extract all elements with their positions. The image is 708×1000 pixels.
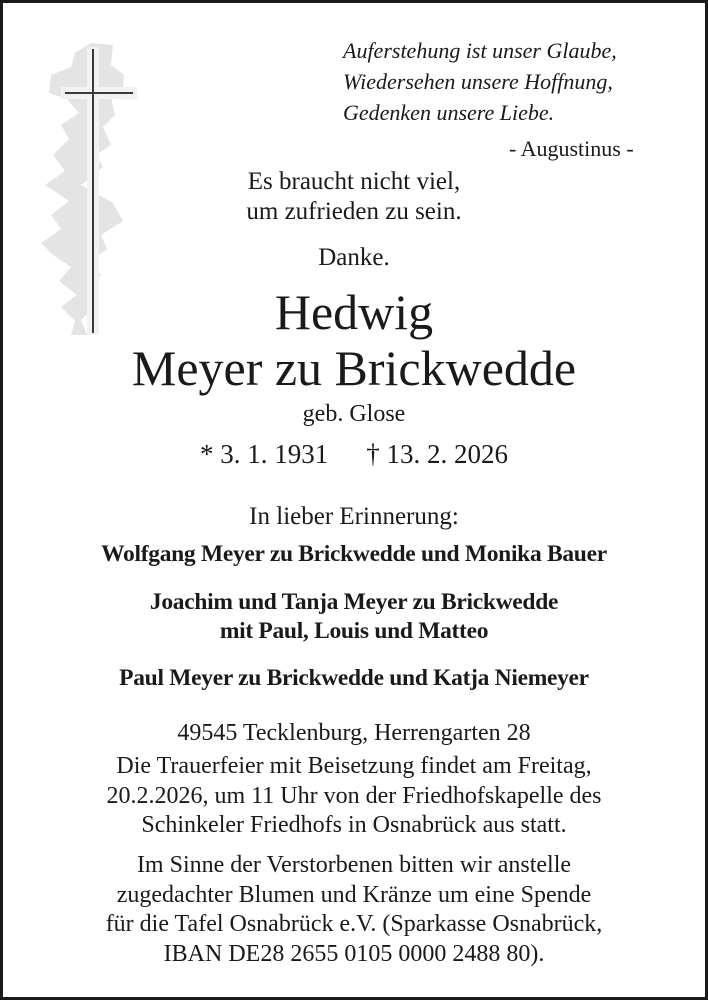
thanks-text: Danke. xyxy=(318,244,390,271)
quote-line: Gedenken unsere Liebe. xyxy=(343,100,555,125)
address: 49545 Tecklenburg, Herrengarten 28 xyxy=(177,720,531,746)
donation-info xyxy=(3,851,705,969)
mourner-family: Joachim und Tanja Meyer zu Brickwedde xyxy=(149,589,559,615)
quote-block xyxy=(343,35,683,128)
mourner-family: Wolfgang Meyer zu Brickwedde und Monika Bauer xyxy=(101,541,607,567)
obituary-notice xyxy=(3,3,705,997)
donation-line: Im Sinne der Verstorbenen bitten wir anstelle xyxy=(136,852,572,878)
motto xyxy=(3,167,705,227)
birth-date: * 3. 1. 1931 xyxy=(200,439,329,469)
motto-line: um zufrieden zu sein. xyxy=(246,198,462,225)
mourner-family: Paul Meyer zu Brickwedde und Katja Niemeyer xyxy=(119,665,589,691)
deceased-last-name: Meyer zu Brickwedde xyxy=(131,340,577,396)
birth-name: geb. Glose xyxy=(302,401,406,427)
life-dates xyxy=(3,438,705,470)
donation-line: zugedachter Blumen und Kränze um eine Spende xyxy=(116,881,592,908)
donation-line: IBAN DE28 2655 0105 0000 2488 80). xyxy=(163,940,545,967)
mourners-intro: In lieber Erinnerung: xyxy=(249,503,459,530)
funeral-info xyxy=(3,752,705,841)
funeral-line: Die Trauerfeier mit Beisetzung findet am Freitag, xyxy=(116,753,592,779)
donation-line: für die Tafel Osnabrück e.V. (Sparkasse Osnabrück, xyxy=(105,911,603,937)
deceased-first-name: Hedwig xyxy=(274,284,434,340)
death-date: † 13. 2. 2026 xyxy=(366,439,508,469)
funeral-line: Schinkeler Friedhofs in Osnabrück aus statt. xyxy=(141,812,567,838)
mourner-family-children: mit Paul, Louis und Matteo xyxy=(219,618,489,644)
motto-line: Es braucht nicht viel, xyxy=(247,168,461,195)
quote-line: Auferstehung ist unser Glaube, xyxy=(343,38,617,63)
quote-line: Wiedersehen unsere Hoffnung, xyxy=(343,69,613,94)
quote-author: - Augustinus - xyxy=(509,136,634,161)
funeral-line: 20.2.2026, um 11 Uhr von der Friedhofskapelle des xyxy=(106,782,602,809)
